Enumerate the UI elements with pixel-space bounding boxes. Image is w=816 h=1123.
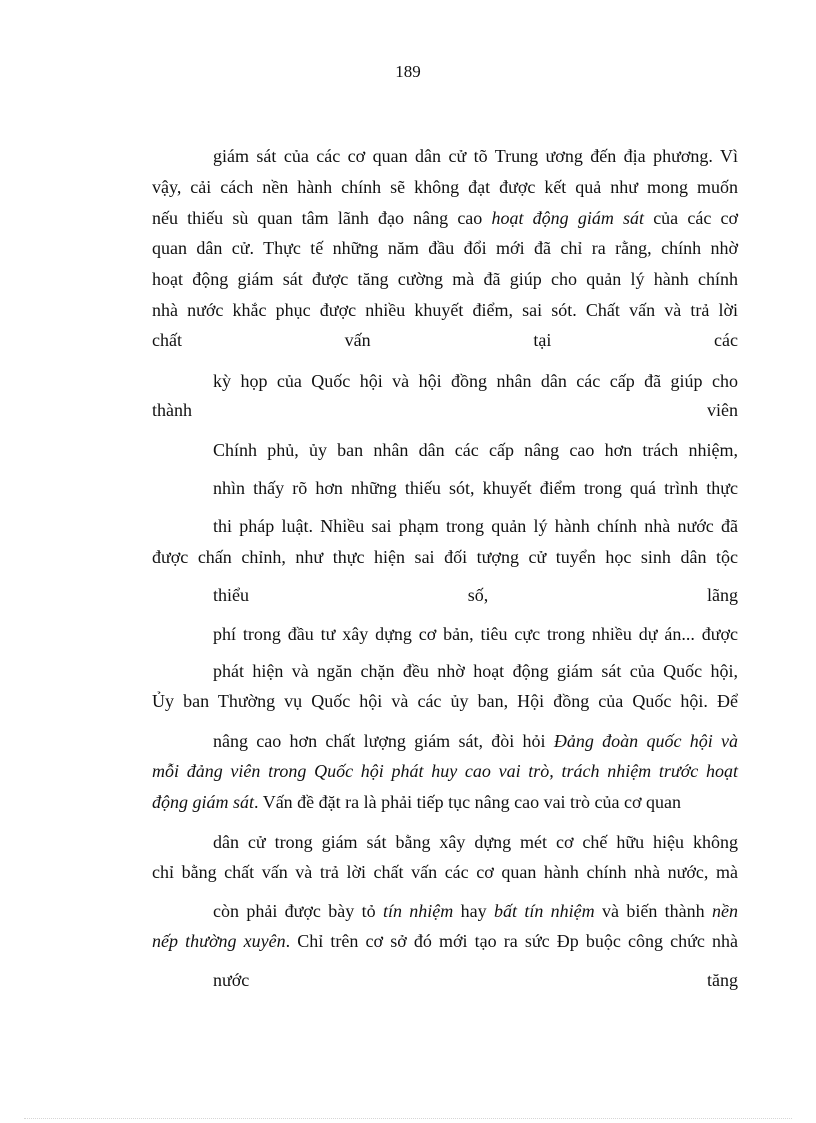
spread-line [152,329,738,351]
word: các [714,330,738,350]
page-number: 189 [395,62,421,81]
spread-line [213,584,738,606]
italic-term: động giám sát [152,792,255,812]
word: vấn [344,330,371,350]
text-run: hay [453,901,494,921]
text-run: còn phải được bày tỏ [213,901,383,921]
text-line: chỉ bằng chất vấn và trả lời chất vấn các cơ quan hành chính nhà nước, mà [152,862,738,882]
page-bottom-divider [24,1118,792,1119]
italic-term: Đảng đoàn quốc hội và [553,731,739,751]
italic-term: hoạt động giám sát [491,208,645,228]
text-line [152,791,738,813]
text-run: và biến thành [594,901,713,921]
text-line [152,930,738,952]
spread-line [152,399,738,421]
italic-term: nền [712,901,739,921]
text-line: Ủy ban Thường vụ Quốc hội và các ủy ban, Hội đồng của Quốc hội. Để [152,691,738,711]
word: lãng [706,585,738,605]
text-line: quan dân cử. Thực tế những năm đầu đổi mới đã chỉ ra rằng, chính nhờ [152,238,738,258]
text-line: được chấn chỉnh, như thực hiện sai đối tượng cử tuyển học sinh dân tộc [152,547,738,567]
word: nước [213,970,250,990]
word: thiểu [213,585,249,605]
text-line: dân cử trong giám sát bằng xây dựng mét cơ chế hữu hiệu không [213,832,738,852]
text-run: của các cơ [644,208,738,228]
text-line [152,760,738,782]
text-line [213,730,738,752]
text-line: thi pháp luật. Nhiều sai phạm trong quản lý hành chính nhà nước đã [213,516,738,536]
spread-line [213,969,738,991]
text-run: nâng cao hơn chất lượng giám sát, đòi hỏi [213,731,554,751]
text-line: Chính phủ, ủy ban nhân dân các cấp nâng cao hơn trách nhiệm, [213,440,738,460]
italic-term: mỗi đảng viên trong Quốc hội phát huy cao vai trò, trách nhiệm trước hoạt [152,761,738,781]
text-line: kỳ họp của Quốc hội và hội đồng nhân dân các cấp đã giúp cho [213,371,738,391]
italic-term: tín nhiệm [382,901,454,921]
word: chất [152,330,182,350]
word: thành [152,400,192,420]
word: tăng [707,970,738,990]
text-line [213,900,738,922]
text-line: phí trong đầu tư xây dựng cơ bản, tiêu cực trong nhiều dự án... được [213,624,738,644]
text-run: . Vấn đề đặt ra là phải tiếp tục nâng cao vai trò của cơ quan [254,792,682,812]
italic-term: bất tín nhiệm [493,901,595,921]
text-line [152,207,738,229]
word: tại [533,330,552,350]
text-line: giám sát của các cơ quan dân cử tõ Trung ương đến địa phương. Vì [213,146,738,166]
text-line: nhìn thấy rõ hơn những thiếu sót, khuyết điểm trong quá trình thực [213,478,738,498]
italic-term: nếp thường xuyên [152,931,286,951]
text-run: . Chỉ trên cơ sở đó mới tạo ra sức Ðp buộc công chức nhà [285,931,738,951]
word: số, [467,585,489,605]
text-line: vậy, cải cách nền hành chính sẽ không đạt được kết quả như mong muốn [152,177,738,197]
text-line: hoạt động giám sát được tăng cường mà đã giúp cho quản lý hành chính [152,269,738,289]
text-line: phát hiện và ngăn chặn đều nhờ hoạt động giám sát của Quốc hội, [213,661,738,681]
word: viên [707,400,738,420]
text-line: nhà nước khắc phục được nhiều khuyết điểm, sai sót. Chất vấn và trả lời [152,300,738,320]
text-run: nếu thiếu sù quan tâm lãnh đạo nâng cao [152,208,492,228]
